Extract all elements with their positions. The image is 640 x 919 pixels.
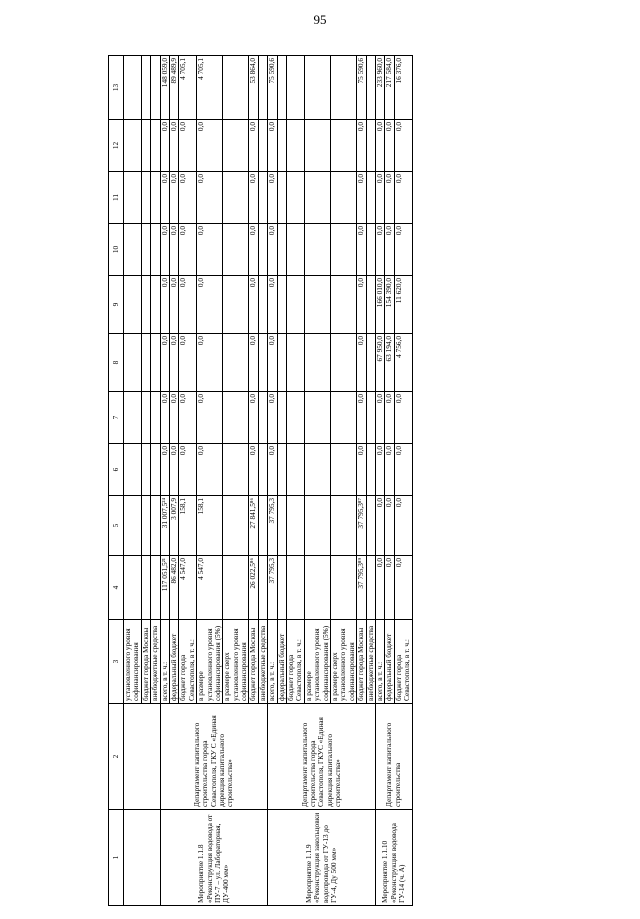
value-cell: 26 022,5⁸⁶: [249, 556, 258, 620]
source-cell: бюджет города Москвы: [357, 620, 366, 704]
value-cell: 0,0: [169, 334, 178, 392]
value-cell: [141, 556, 150, 620]
value-cell: 0,0: [357, 444, 366, 496]
value-cell: [330, 172, 356, 224]
value-cell: 0,0: [375, 172, 384, 224]
measure-cell: Мероприятие 1.1.10 «Реконструкция водовода ГУ-14 (ч. А): [375, 810, 412, 906]
source-cell: бюджет города Севастополя, в т. ч.:: [287, 620, 305, 704]
value-cell: [124, 556, 142, 620]
value-cell: [277, 224, 286, 276]
value-cell: 0,0: [179, 276, 197, 334]
value-cell: 0,0: [169, 392, 178, 444]
value-cell: [277, 444, 286, 496]
table-row: [268, 56, 277, 906]
value-cell: [277, 276, 286, 334]
value-cell: 0,0: [385, 224, 394, 276]
value-cell: 0,0: [169, 276, 178, 334]
value-cell: [223, 392, 249, 444]
value-cell: [151, 224, 160, 276]
value-cell: 0,0: [375, 444, 384, 496]
source-cell: бюджет города Москвы: [249, 620, 258, 704]
value-cell: [287, 496, 305, 556]
value-cell: 0,0: [160, 172, 169, 224]
value-cell: [124, 172, 142, 224]
value-cell: 0,0: [160, 444, 169, 496]
value-cell: 0,0: [268, 172, 277, 224]
header-cell: 3: [109, 620, 124, 704]
value-cell: [330, 224, 356, 276]
measure-cell: Мероприятие 1.1.9 «Реконструкция закольцовки водопровода от ГУ-13 до ГУ-4, Ду 500 мм»: [268, 810, 376, 906]
table-body: [124, 56, 413, 906]
value-cell: [151, 496, 160, 556]
value-cell: 0,0: [160, 224, 169, 276]
source-cell: бюджет города Москвы: [141, 620, 150, 704]
source-cell: в размере сверх установленного уровня софинансирования: [223, 620, 249, 704]
source-cell: всего, в т. ч.:: [160, 620, 169, 704]
value-cell: [151, 334, 160, 392]
value-cell: 0,0: [268, 276, 277, 334]
value-cell: [287, 334, 305, 392]
value-cell: 0,0: [197, 276, 223, 334]
value-cell: [330, 496, 356, 556]
measure-cell: [124, 810, 161, 906]
value-cell: 0,0: [375, 224, 384, 276]
value-cell: [304, 334, 330, 392]
value-cell: 0,0: [385, 392, 394, 444]
value-cell: [151, 120, 160, 172]
source-cell: всего, в т. ч.:: [375, 620, 384, 704]
value-cell: 0,0: [197, 392, 223, 444]
value-cell: [141, 172, 150, 224]
value-cell: [277, 120, 286, 172]
value-cell: [304, 444, 330, 496]
value-cell: [277, 392, 286, 444]
source-cell: установленного уровня софинансирования: [124, 620, 142, 704]
value-cell: [141, 56, 150, 120]
value-cell: [124, 224, 142, 276]
value-cell: 0,0: [385, 556, 394, 620]
value-cell: [287, 56, 305, 120]
value-cell: 0,0: [394, 120, 412, 172]
budget-table: [108, 55, 413, 906]
value-cell: 0,0: [160, 120, 169, 172]
value-cell: [223, 224, 249, 276]
value-cell: 0,0: [268, 392, 277, 444]
value-cell: 63 194,0: [385, 334, 394, 392]
header-cell: 4: [109, 556, 124, 620]
value-cell: 154 390,0: [385, 276, 394, 334]
header-row: [109, 56, 124, 906]
value-cell: 4 705,1: [179, 56, 197, 120]
value-cell: [141, 276, 150, 334]
value-cell: [124, 276, 142, 334]
executor-cell: Департамент капитального строительства города Севастополя, ГКУС «Единая дирекция капитального строительства»: [268, 704, 376, 810]
measure-cell: Мероприятие 1.1.8 «Реконструкция водовода от ПУ-7 – ул. Лабораторная, ДУ-400 мм»: [160, 810, 268, 906]
value-cell: 0,0: [197, 120, 223, 172]
value-cell: 0,0: [197, 444, 223, 496]
source-cell: внебюджетные средства: [151, 620, 160, 704]
value-cell: 117 051,5²¹: [160, 556, 169, 620]
value-cell: 0,0: [375, 496, 384, 556]
header-cell: 13: [109, 56, 124, 120]
value-cell: [330, 56, 356, 120]
value-cell: [223, 496, 249, 556]
table-row: [124, 56, 142, 906]
value-cell: 0,0: [375, 392, 384, 444]
value-cell: 86 482,0: [169, 556, 178, 620]
value-cell: [223, 56, 249, 120]
header-cell: 2: [109, 704, 124, 810]
header-cell: 8: [109, 334, 124, 392]
value-cell: 0,0: [179, 172, 197, 224]
value-cell: [330, 120, 356, 172]
source-cell: бюджет города Севастополя, в т. ч.:: [394, 620, 412, 704]
source-cell: федеральный бюджет: [277, 620, 286, 704]
value-cell: [304, 56, 330, 120]
value-cell: [287, 172, 305, 224]
value-cell: [151, 172, 160, 224]
value-cell: [223, 444, 249, 496]
value-cell: 0,0: [385, 172, 394, 224]
value-cell: [304, 224, 330, 276]
value-cell: 0,0: [357, 224, 366, 276]
value-cell: [124, 334, 142, 392]
value-cell: 0,0: [249, 276, 258, 334]
header-cell: 5: [109, 496, 124, 556]
value-cell: 0,0: [357, 172, 366, 224]
value-cell: 16 376,0: [394, 56, 412, 120]
value-cell: 0,0: [179, 444, 197, 496]
value-cell: 158,1: [197, 496, 223, 556]
value-cell: 0,0: [394, 496, 412, 556]
value-cell: [287, 556, 305, 620]
value-cell: 148 059,0: [160, 56, 169, 120]
value-cell: 0,0: [179, 392, 197, 444]
value-cell: [287, 444, 305, 496]
value-cell: 0,0: [357, 276, 366, 334]
value-cell: 75 590,6: [357, 56, 366, 120]
value-cell: [287, 392, 305, 444]
value-cell: 75 590,6: [268, 56, 277, 120]
value-cell: [304, 496, 330, 556]
value-cell: [141, 334, 150, 392]
value-cell: 0,0: [197, 334, 223, 392]
value-cell: 0,0: [249, 224, 258, 276]
source-cell: внебюджетные средства: [258, 620, 267, 704]
value-cell: 0,0: [375, 556, 384, 620]
value-cell: 3 007,9: [169, 496, 178, 556]
value-cell: [151, 276, 160, 334]
value-cell: [223, 120, 249, 172]
value-cell: [287, 224, 305, 276]
header-cell: 7: [109, 392, 124, 444]
value-cell: 0,0: [160, 392, 169, 444]
value-cell: [304, 120, 330, 172]
value-cell: [151, 556, 160, 620]
value-cell: [124, 444, 142, 496]
value-cell: [124, 496, 142, 556]
value-cell: 11 620,0: [394, 276, 412, 334]
value-cell: 0,0: [394, 172, 412, 224]
source-cell: бюджет города Севастополя, в т. ч.:: [179, 620, 197, 704]
source-cell: внебюджетные средства: [366, 620, 375, 704]
value-cell: [124, 120, 142, 172]
header-cell: 12: [109, 120, 124, 172]
value-cell: 53 864,0: [249, 56, 258, 120]
value-cell: 67 950,0: [375, 334, 384, 392]
value-cell: 27 841,5⁸⁶: [249, 496, 258, 556]
value-cell: 0,0: [249, 120, 258, 172]
value-cell: [304, 556, 330, 620]
value-cell: [287, 120, 305, 172]
rotated-table-frame: [108, 56, 538, 906]
value-cell: 31 007,5²⁴: [160, 496, 169, 556]
value-cell: 0,0: [268, 444, 277, 496]
value-cell: 0,0: [268, 334, 277, 392]
value-cell: 0,0: [249, 392, 258, 444]
value-cell: 0,0: [385, 120, 394, 172]
value-cell: [330, 444, 356, 496]
value-cell: 0,0: [394, 392, 412, 444]
table-row: [160, 56, 169, 906]
source-cell: федеральный бюджет: [169, 620, 178, 704]
value-cell: 4 547,0: [179, 556, 197, 620]
value-cell: [141, 224, 150, 276]
header-cell: 11: [109, 172, 124, 224]
value-cell: 233 960,0: [375, 56, 384, 120]
value-cell: 0,0: [179, 120, 197, 172]
value-cell: 166 010,0: [375, 276, 384, 334]
value-cell: [141, 120, 150, 172]
value-cell: [304, 392, 330, 444]
value-cell: 37 795,3⁸⁷: [357, 496, 366, 556]
source-cell: в размере установленного уровня софинансирования (5%): [304, 620, 330, 704]
value-cell: [277, 556, 286, 620]
value-cell: 0,0: [268, 224, 277, 276]
value-cell: [223, 334, 249, 392]
value-cell: 0,0: [268, 120, 277, 172]
header-cell: 9: [109, 276, 124, 334]
value-cell: [330, 276, 356, 334]
value-cell: [330, 392, 356, 444]
header-cell: 1: [109, 810, 124, 906]
value-cell: [124, 56, 142, 120]
value-cell: 4 705,1: [197, 56, 223, 120]
table-row: [375, 56, 384, 906]
value-cell: 0,0: [385, 496, 394, 556]
value-cell: [141, 392, 150, 444]
value-cell: [223, 172, 249, 224]
value-cell: 0,0: [179, 334, 197, 392]
value-cell: [330, 334, 356, 392]
value-cell: [223, 276, 249, 334]
value-cell: 0,0: [357, 334, 366, 392]
value-cell: 89 489,9: [169, 56, 178, 120]
value-cell: 37 795,3: [268, 556, 277, 620]
value-cell: 0,0: [169, 120, 178, 172]
value-cell: 0,0: [394, 444, 412, 496]
value-cell: 217 584,0: [385, 56, 394, 120]
source-cell: всего, в т. ч.:: [268, 620, 277, 704]
value-cell: [304, 172, 330, 224]
source-cell: в размере установленного уровня софинансирования (5%): [197, 620, 223, 704]
value-cell: [151, 444, 160, 496]
executor-cell: Департамент капитального строительства: [375, 704, 412, 810]
value-cell: 0,0: [357, 120, 366, 172]
value-cell: 0,0: [169, 224, 178, 276]
value-cell: 0,0: [249, 172, 258, 224]
header-cell: 6: [109, 444, 124, 496]
value-cell: [151, 56, 160, 120]
value-cell: 4 547,0: [197, 556, 223, 620]
executor-cell: [124, 704, 161, 810]
value-cell: [287, 276, 305, 334]
source-cell: в размере сверх установленного уровня софинансирования: [330, 620, 356, 704]
header-cell: 10: [109, 224, 124, 276]
value-cell: 158,1: [179, 496, 197, 556]
value-cell: [277, 334, 286, 392]
value-cell: 0,0: [357, 392, 366, 444]
value-cell: [141, 496, 150, 556]
value-cell: [151, 392, 160, 444]
value-cell: 0,0: [169, 444, 178, 496]
source-cell: федеральный бюджет: [385, 620, 394, 704]
rotated-table-wrapper: [108, 56, 538, 906]
value-cell: [304, 276, 330, 334]
value-cell: 0,0: [169, 172, 178, 224]
value-cell: 0,0: [375, 120, 384, 172]
value-cell: [330, 556, 356, 620]
value-cell: 0,0: [179, 224, 197, 276]
value-cell: 37 795,3⁸⁹: [357, 556, 366, 620]
value-cell: [277, 496, 286, 556]
value-cell: 0,0: [394, 224, 412, 276]
value-cell: 0,0: [249, 334, 258, 392]
value-cell: [277, 172, 286, 224]
value-cell: [124, 392, 142, 444]
value-cell: 0,0: [160, 276, 169, 334]
value-cell: 0,0: [249, 444, 258, 496]
value-cell: 0,0: [197, 224, 223, 276]
value-cell: [223, 556, 249, 620]
value-cell: 0,0: [197, 172, 223, 224]
value-cell: 37 795,3: [268, 496, 277, 556]
value-cell: 4 756,0: [394, 334, 412, 392]
value-cell: 0,0: [160, 334, 169, 392]
value-cell: 0,0: [394, 556, 412, 620]
page-number: 95: [313, 12, 327, 27]
value-cell: [277, 56, 286, 120]
executor-cell: Департамент капитального строительства города Севастополя, ГКУ С «Единая дирекция капитального строительства»: [160, 704, 268, 810]
value-cell: 0,0: [385, 444, 394, 496]
value-cell: [141, 444, 150, 496]
